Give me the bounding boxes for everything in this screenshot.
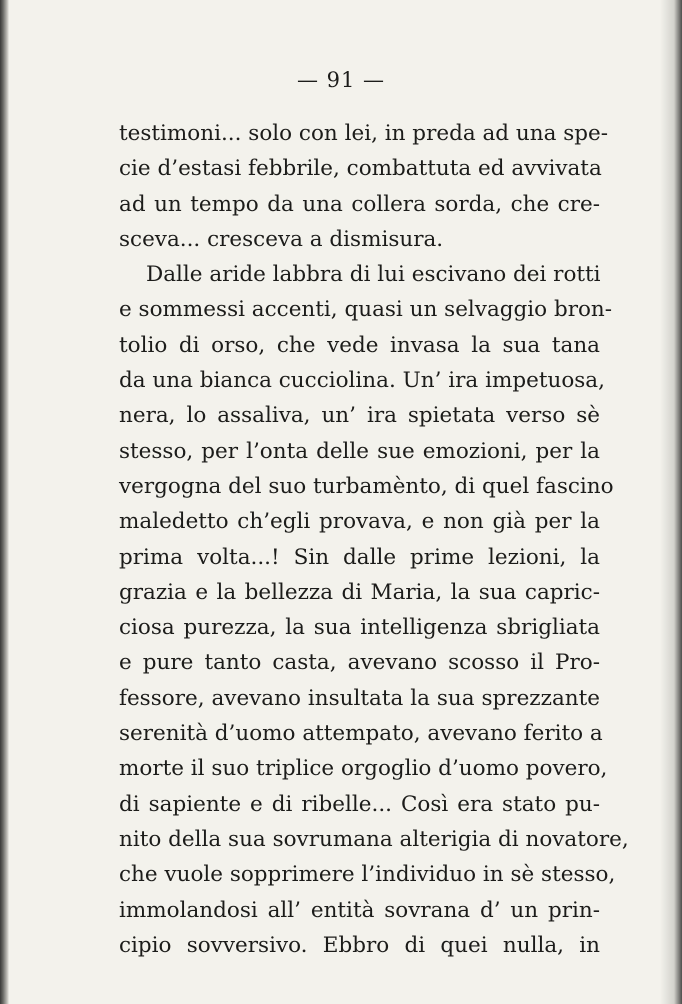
- text-line: nera, lo assaliva, un’ ira spietata verso sè: [119, 403, 600, 429]
- text-line: vergogna del suo turbamènto, di quel fascino: [119, 473, 614, 499]
- text-line: Dalle aride labbra di lui escivano dei rotti: [146, 262, 601, 288]
- text-line: sceva... cresceva a dismisura.: [119, 226, 444, 252]
- text-line: morte il suo triplice orgoglio d’uomo povero,: [119, 756, 608, 782]
- text-line: cie d’estasi febbrile, combattuta ed avvivata: [119, 156, 602, 182]
- text-line: serenità d’uomo attempato, avevano ferito a: [119, 721, 603, 747]
- text-line: da una bianca cucciolina. Un’ ira impetuosa,: [119, 368, 605, 394]
- text-line: stesso, per l’onta delle sue emozioni, per la: [119, 438, 600, 464]
- text-line: ciosa purezza, la sua intelligenza sbrigliata: [119, 615, 600, 641]
- text-line: prima volta...! Sin dalle prime lezioni, la: [119, 544, 600, 570]
- text-line: maledetto ch’egli provava, e non già per la: [119, 509, 600, 535]
- text-line: cipio sovversivo. Ebbro di quei nulla, in: [119, 932, 600, 958]
- text-line: che vuole sopprimere l’individuo in sè stesso,: [119, 862, 616, 888]
- page-binding-edge: [0, 0, 9, 1004]
- text-line: e sommessi accenti, quasi un selvaggio bron-: [119, 297, 613, 323]
- text-line: di sapiente e di ribelle... Così era stato pu-: [119, 791, 600, 817]
- page-number: — 91 —: [296, 68, 386, 92]
- text-line: fessore, avevano insultata la sua sprezzante: [119, 685, 600, 711]
- text-line: e pure tanto casta, avevano scosso il Pro-: [119, 650, 600, 676]
- text-line: immolandosi all’ entità sovrana d’ un prin-: [119, 897, 600, 923]
- text-line: ad un tempo da una collera sorda, che cre-: [119, 191, 600, 217]
- text-line: testimoni... solo con lei, in preda ad una spe-: [119, 121, 609, 146]
- text-line: nito della sua sovrumana alterigia di novatore,: [119, 826, 629, 852]
- text-line: tolio di orso, che vede invasa la sua tana: [119, 332, 600, 358]
- text-line: grazia e la bellezza di Maria, la sua capric-: [119, 579, 600, 605]
- page-right-edge-shadow: [660, 0, 682, 1004]
- body-text: [119, 116, 629, 963]
